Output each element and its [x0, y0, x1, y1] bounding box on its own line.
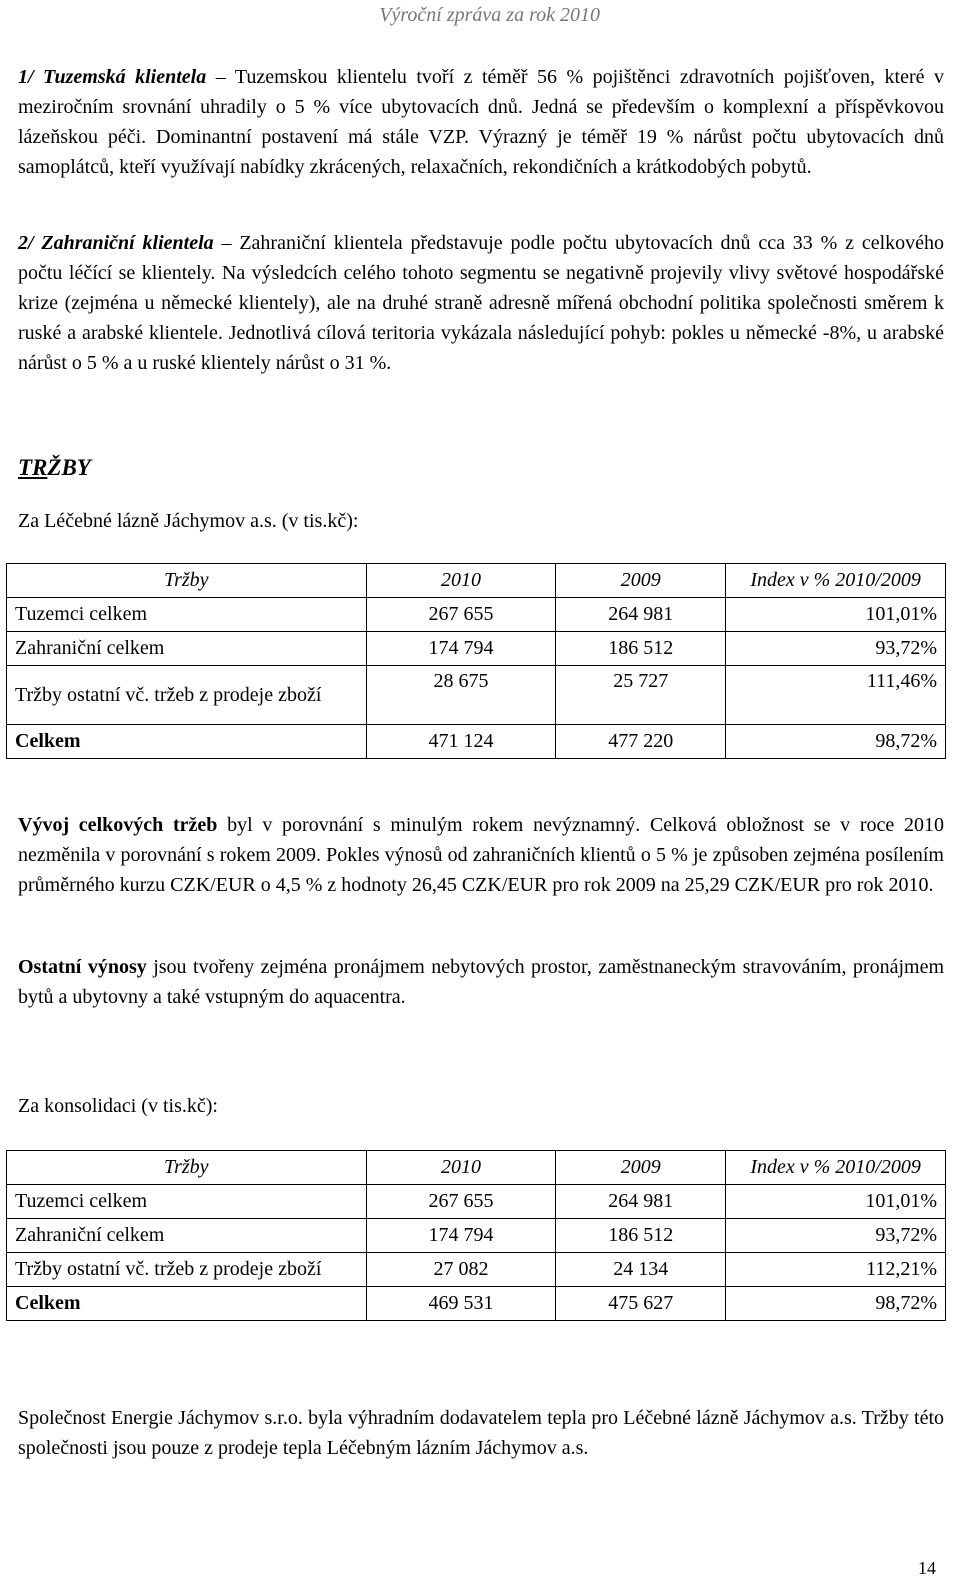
table-cell: 267 655: [366, 1185, 556, 1219]
table-cell-label: Zahraniční celkem: [7, 632, 367, 666]
table-header-row: [7, 1151, 946, 1185]
table-header-cell: Tržby: [7, 1151, 367, 1185]
table-cell: 28 675: [366, 666, 556, 725]
table-cell: 469 531: [366, 1287, 556, 1321]
paragraph-revenue-text: byl v porovnání s minulým rokem nevýznamný. Celková obložnost se v roce 2010 nezměnila v porovnání s rokem 2009. Pokles výnosů od zahraničních klientů o 5 % je způsoben zejména posílením průměrného kurzu CZK/EUR o 4,5 % z hodnoty 26,45 CZK/EUR pro rok 2009 na 25,29 CZK/EUR pro rok 2010.: [18, 814, 944, 896]
table-cell-label: Zahraniční celkem: [7, 1219, 367, 1253]
table-cell: 186 512: [556, 1219, 726, 1253]
section-foreign-dash: –: [213, 232, 240, 254]
table-cell: 93,72%: [726, 632, 946, 666]
table-cell-label: Tržby ostatní vč. tržeb z prodeje zboží: [7, 666, 367, 725]
page-header: Výroční zpráva za rok 2010: [379, 4, 600, 26]
table-header-cell: 2010: [366, 1151, 556, 1185]
table-row: [7, 666, 946, 725]
table-cell: 27 082: [366, 1253, 556, 1287]
section-domestic-clientele: [18, 62, 944, 182]
table-cell: 174 794: [366, 1219, 556, 1253]
table-cell-label: Celkem: [7, 1287, 367, 1321]
table-header-cell: Tržby: [7, 564, 367, 598]
table-header-cell: 2010: [366, 564, 556, 598]
table-cell: 24 134: [556, 1253, 726, 1287]
table-cell: 475 627: [556, 1287, 726, 1321]
table-cell: 174 794: [366, 632, 556, 666]
table-row-total: [7, 725, 946, 759]
table-cell-label: Celkem: [7, 725, 367, 759]
table-cell: 267 655: [366, 598, 556, 632]
table-row: [7, 632, 946, 666]
table-cell: 264 981: [556, 598, 726, 632]
paragraph-energy-company: Společnost Energie Jáchymov s.r.o. byla výhradním dodavatelem tepla pro Léčebné lázně Jáchymov a.s. Tržby této společnosti jsou pouze z prodeje tepla Léčebným lázním Jáchymov a.s.: [18, 1407, 944, 1459]
table-cell: 93,72%: [726, 1219, 946, 1253]
section-domestic-lead: 1/ Tuzemská klientela: [18, 66, 207, 88]
revenue-table-consolidated: [6, 1150, 946, 1321]
paragraph-revenue-development: [18, 810, 944, 900]
revenue-table-company: [6, 563, 946, 759]
section-foreign-lead: 2/ Zahraniční klientela: [18, 232, 214, 254]
heading-underlined-part: TR: [18, 455, 48, 480]
table-header-cell: Index v % 2010/2009: [726, 1151, 946, 1185]
table-row-total: [7, 1287, 946, 1321]
table-cell: 25 727: [556, 666, 726, 725]
table-cell: 98,72%: [726, 1287, 946, 1321]
table-cell-label: Tuzemci celkem: [7, 598, 367, 632]
table-cell: 264 981: [556, 1185, 726, 1219]
table-header-cell: Index v % 2010/2009: [726, 564, 946, 598]
table-row: [7, 598, 946, 632]
paragraph-other-text: jsou tvořeny zejména pronájmem nebytových prostor, zaměstnaneckým stravováním, pronájmem bytů a ubytovny a také vstupným do aquacentra.: [18, 956, 944, 1008]
section-heading-revenue: [18, 455, 91, 481]
table-cell: 112,21%: [726, 1253, 946, 1287]
table-header-cell: 2009: [556, 1151, 726, 1185]
table1-caption: Za Léčebné lázně Jáchymov a.s. (v tis.kč):: [18, 510, 359, 532]
table-cell: 111,46%: [726, 666, 946, 725]
table-header-row: [7, 564, 946, 598]
heading-rest: ŽBY: [47, 455, 91, 480]
paragraph-other-income: [18, 952, 944, 1012]
section-foreign-clientele: [18, 228, 944, 378]
table-header-cell: 2009: [556, 564, 726, 598]
table-row: [7, 1185, 946, 1219]
paragraph-other-bold: Ostatní výnosy: [18, 956, 147, 978]
table-row: [7, 1253, 946, 1287]
table-row: [7, 1219, 946, 1253]
table-cell: 477 220: [556, 725, 726, 759]
page-number: 14: [918, 1558, 936, 1578]
table-cell: 186 512: [556, 632, 726, 666]
section-foreign-text: Zahraniční klientela představuje podle počtu ubytovacích dnů cca 33 % z celkového počtu léčící se klientely. Na výsledcích celého tohoto segmentu se negativně projevily vlivy světové hospodářské krize (zejména u německé klientely), ale na druhé straně adresně mířená obchodní politika společnosti směrem k ruské a arabské klientele. Jednotlivá cílová teritoria vykázala následující pohyb: pokles u německé -8%, u arabské nárůst o 5 % a u ruské klientely nárůst o 31 %.: [18, 232, 945, 374]
table-cell: 98,72%: [726, 725, 946, 759]
table-cell: 471 124: [366, 725, 556, 759]
paragraph-revenue-bold: Vývoj celkových tržeb: [18, 814, 218, 836]
table2-caption: Za konsolidaci (v tis.kč):: [18, 1095, 218, 1117]
section-domestic-dash: –: [206, 66, 235, 88]
table-cell: 101,01%: [726, 598, 946, 632]
table-cell-label: Tržby ostatní vč. tržeb z prodeje zboží: [7, 1253, 367, 1287]
table-cell-label: Tuzemci celkem: [7, 1185, 367, 1219]
section-domestic-text: Tuzemskou klientelu tvoří z téměř 56 % pojištěnci zdravotních pojišťoven, které v meziročním srovnání uhradily o 5 % více ubytovacích dnů. Jedná se především o komplexní a příspěvkovou lázeňskou péči. Dominantní postavení má stále VZP. Výrazný je téměř 19 % nárůst počtu ubytovacích dnů samoplátců, kteří využívají nabídky zkrácených, relaxačních, rekondičních a krátkodobých pobytů.: [18, 66, 944, 178]
table-cell: 101,01%: [726, 1185, 946, 1219]
